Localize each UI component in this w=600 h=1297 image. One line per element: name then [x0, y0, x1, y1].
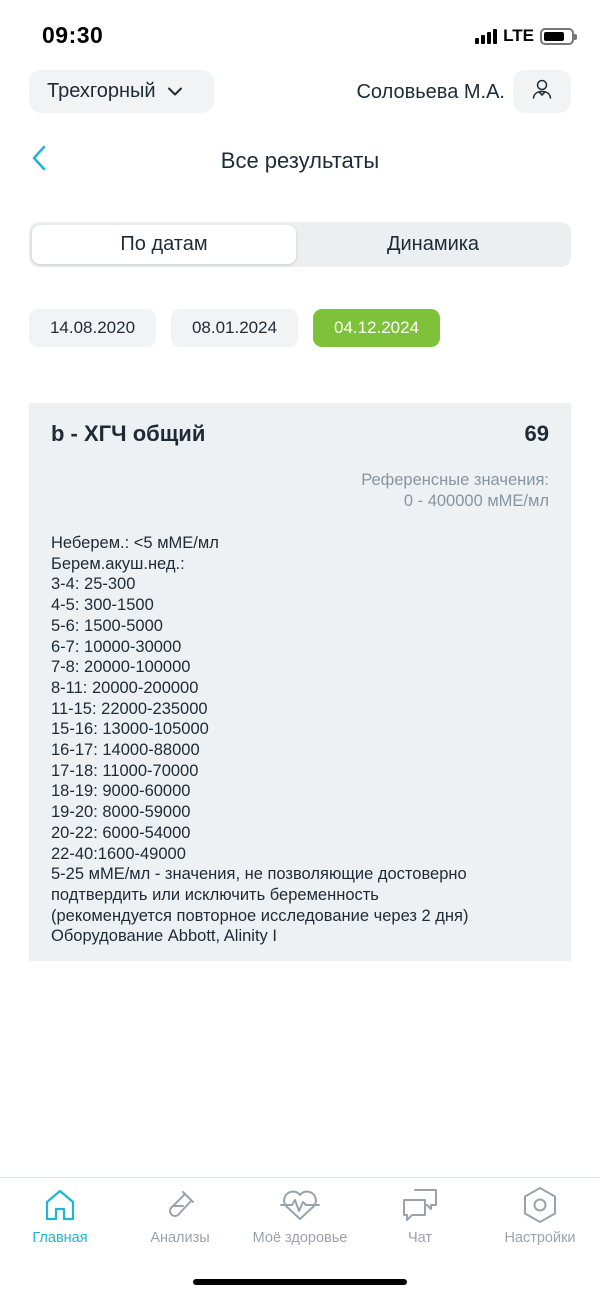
tab-chat[interactable]: [360, 1184, 480, 1254]
note-line: 7-8: 20000-100000: [51, 658, 191, 677]
view-mode-segmented-control: [29, 222, 571, 267]
tab-label: Анализы: [150, 1230, 210, 1246]
user-icon: [530, 77, 554, 106]
note-line: 5-6: 1500-5000: [51, 616, 163, 635]
segment-dynamics[interactable]: Динамика: [386, 233, 480, 255]
note-line: 5-25 мМЕ/мл - значения, не позволяющие достоверно: [51, 865, 467, 884]
note-line: 16-17: 14000-88000: [51, 741, 200, 760]
date-chip-selected[interactable]: 04.12.2024: [313, 309, 440, 347]
user-name: Соловьева М.А.: [356, 81, 505, 103]
result-card: [29, 403, 571, 961]
note-line: 6-7: 10000-30000: [51, 637, 182, 656]
page-title: Все результаты: [220, 148, 380, 173]
home-icon: [44, 1184, 76, 1226]
status-indicators: [475, 26, 574, 46]
clinic-name: Трехгорный: [47, 80, 156, 102]
battery-icon: [540, 28, 574, 45]
note-line: 20-22: 6000-54000: [51, 823, 191, 842]
note-line: 18-19: 9000-60000: [51, 782, 191, 801]
segment-by-dates[interactable]: По датам: [32, 225, 296, 264]
clinic-selector[interactable]: [29, 70, 214, 113]
profile-button[interactable]: [513, 70, 571, 113]
note-line: подтвердить или исключить беременность: [51, 885, 379, 904]
chat-icon: [401, 1184, 439, 1226]
network-type: LTE: [503, 26, 534, 45]
tab-label: Главная: [32, 1230, 88, 1246]
tab-analyses[interactable]: [120, 1184, 240, 1254]
date-chip[interactable]: 08.01.2024: [171, 309, 298, 347]
note-line: (рекомендуется повторное исследование через 2 дня): [51, 906, 469, 925]
date-chip[interactable]: 14.08.2020: [29, 309, 156, 347]
reference-label: Референсные значения:: [361, 471, 549, 489]
note-line: 3-4: 25-300: [51, 575, 136, 594]
chevron-down-icon: [168, 83, 182, 101]
tab-label: Чат: [407, 1230, 433, 1246]
note-line: 22-40:1600-49000: [51, 844, 186, 863]
result-name: b - ХГЧ общий: [51, 421, 206, 446]
home-indicator[interactable]: [193, 1279, 407, 1285]
note-line: 11-15: 22000-235000: [51, 699, 208, 718]
note-line: 17-18: 11000-70000: [51, 761, 199, 780]
note-line: 15-16: 13000-105000: [51, 720, 209, 739]
test-tube-icon: [163, 1184, 197, 1226]
status-bar: [0, 0, 600, 70]
note-line: 8-11: 20000-200000: [51, 678, 199, 697]
tab-home[interactable]: [0, 1184, 120, 1254]
tab-label: Моё здоровье: [252, 1230, 348, 1246]
note-line: 4-5: 300-1500: [51, 596, 154, 615]
result-value: 69: [524, 421, 549, 446]
tab-my-health[interactable]: [240, 1184, 360, 1254]
tab-label: Настройки: [504, 1230, 576, 1246]
signal-icon: [475, 28, 497, 44]
result-notes: [51, 533, 551, 947]
note-line: Неберем.: <5 мМЕ/мл: [51, 534, 219, 552]
reference-values: [361, 470, 549, 512]
note-line: 19-20: 8000-59000: [51, 803, 191, 822]
reference-range: 0 - 400000 мМЕ/мл: [403, 492, 549, 510]
tab-settings[interactable]: [480, 1184, 600, 1254]
note-line: Оборудование Abbott, Alinity I: [51, 927, 277, 946]
heart-pulse-icon: [279, 1184, 321, 1226]
note-line: Берем.акуш.нед.:: [51, 554, 185, 573]
status-time: 09:30: [42, 22, 104, 48]
settings-icon: [522, 1184, 558, 1226]
